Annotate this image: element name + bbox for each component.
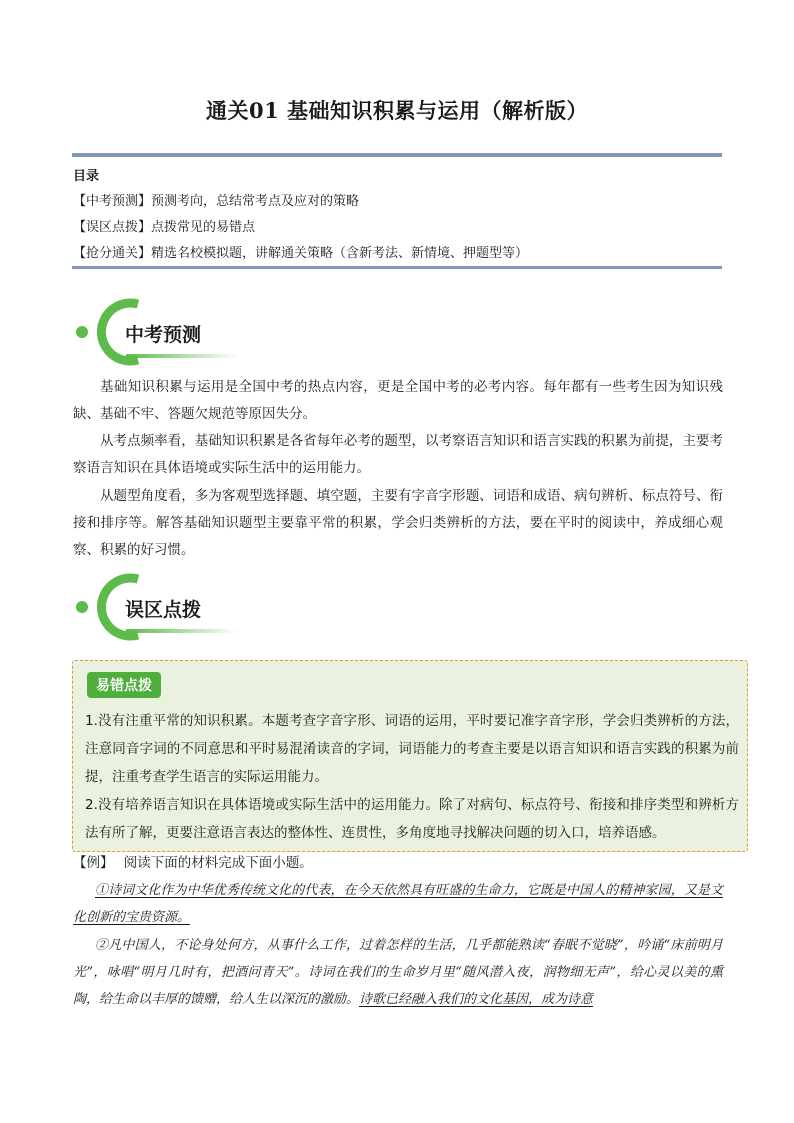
example-instruction: 阅读下面的材料完成下面小题。 bbox=[123, 855, 313, 871]
toc-tag: 【中考预测】 bbox=[73, 194, 152, 209]
toc-tag: 【误区点拨】 bbox=[73, 220, 152, 235]
section-title: 中考预测 bbox=[125, 324, 202, 346]
toc-text: 预测考向，总结常考点及应对的策略 bbox=[151, 194, 360, 209]
example-label: 【例】 bbox=[73, 855, 114, 871]
example-heading bbox=[73, 853, 313, 873]
page-title: 通关01 基础知识积累与运用（解析版） bbox=[205, 98, 589, 123]
toc-item-forecast bbox=[73, 194, 359, 210]
example-paragraph bbox=[73, 932, 723, 1013]
toc-text: 精选名校模拟题，讲解通关策略（含新考法、新情境、押题型等） bbox=[151, 246, 529, 261]
toc-item-pitfalls bbox=[73, 220, 255, 236]
tip-point: 1.没有注重平常的知识积累。本题考查字音字形、词语的运用，平时要记准字音字形，学会归类辨析的方法，注意同音字词的不同意思和平时易混淆读音的字词，词语能力的考查主要是以语言知识和语言实践的积累为前提，注重考查学生语言的实际运用能力。 bbox=[85, 713, 739, 785]
example-paragraph: ①诗词文化作为中华优秀传统文化的代表，在今天依然具有旺盛的生命力，它既是中国人的精神家园，又是文化创新的宝贵资源。 bbox=[73, 883, 723, 925]
paragraph: 基础知识积累与运用是全国中考的热点内容，更是全国中考的必考内容。每年都有一些考生因为知识残缺、基础不牢、答题欠规范等原因失分。 bbox=[73, 379, 723, 422]
section-header-pitfalls bbox=[72, 571, 272, 641]
tip-point: 2.没有培养语言知识在具体语境或实际生活中的运用能力。除了对病句、标点符号、衔接和排序类型和辨析方法有所了解，更要注意语言表达的整体性、连贯性，多角度地寻找解决问题的切入口，培养语感。 bbox=[85, 797, 739, 841]
tip-badge: 易错点拨 bbox=[87, 672, 161, 698]
toc-text: 点拨常见的易错点 bbox=[151, 220, 256, 235]
toc-top-rule bbox=[72, 153, 722, 157]
paragraph: 从题型角度看，多为客观型选择题、填空题，主要有字音字形题、词语和成语、病句辨析、标点符号、衔接和排序等。解答基础知识题型主要靠平常的积累，学会归类辨析的方法，要在平时的阅读中，养成细心观察、积累的好习惯。 bbox=[73, 488, 723, 558]
toc-item-practice bbox=[73, 246, 528, 262]
toc-bottom-rule bbox=[72, 266, 722, 269]
tip-box bbox=[72, 660, 748, 852]
paragraph: 从考点频率看，基础知识积累是各省每年必考的题型，以考察语言知识和语言实践的积累为前提，主要考察语言知识在具体语境或实际生活中的运用能力。 bbox=[73, 433, 723, 476]
toc-tag: 【抢分通关】 bbox=[73, 246, 152, 261]
example-underlined-text: 诗歌已经融入我们的文化基因，成为诗意 bbox=[359, 992, 594, 1007]
example-text: ②凡中国人，不论身处何方，从事什么工作，过着怎样的生活，几乎都能熟读“春眠不觉晓”，吟诵“床前明月光”，咏唱“明月几时有，把酒问青天”。诗词在我们的生命岁月里“随风潜入夜，润物细无声”，给心灵以美的熏陶，给生命以丰厚的馈赠，给人生以深沉的激励。 bbox=[73, 938, 723, 1007]
section-title: 误区点拨 bbox=[125, 599, 202, 621]
section-header-forecast bbox=[72, 296, 272, 366]
toc-heading: 目录 bbox=[73, 169, 100, 184]
